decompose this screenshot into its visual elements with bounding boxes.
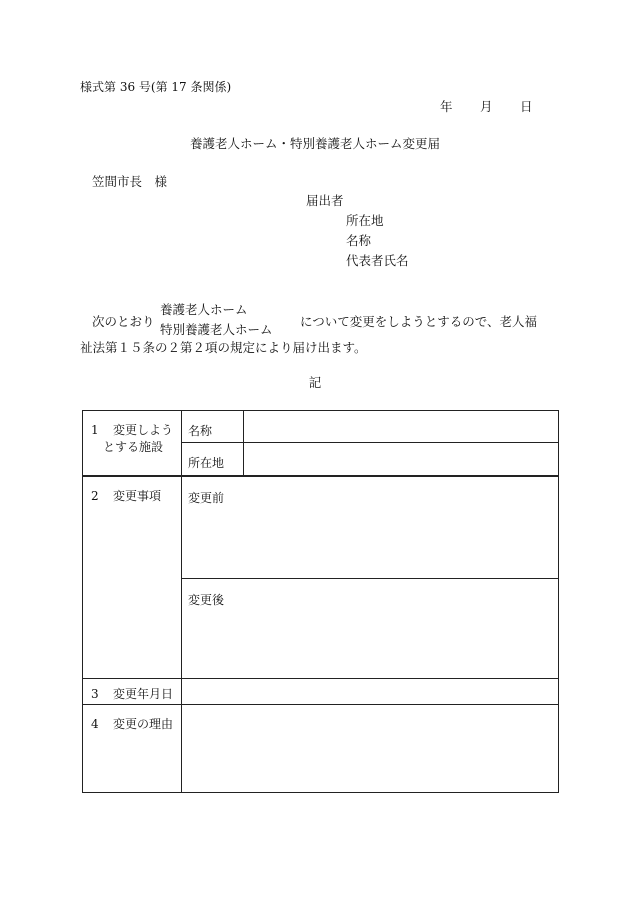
change-form-table [82,410,559,793]
change-reason-value[interactable] [182,705,559,793]
row-number: 1 [91,423,99,437]
applicant-name-label: 名称 [346,233,372,248]
applicant-heading: 届出者 [306,193,344,208]
change-date-label: 変更年月日 [113,687,174,701]
applicant-block [306,191,409,271]
body-line2: 祉法第１５条の２第２項の規定により届け出ます。 [80,340,367,355]
facility-address-value[interactable] [244,443,559,476]
change-date-value[interactable] [182,679,559,705]
facility-option-special-nursing-home: 特別養護老人ホーム [160,322,273,337]
facility-label-line1: 変更しよう [113,423,174,437]
row-number: 4 [91,717,99,731]
change-items-label: 変更事項 [113,488,162,503]
date-year-label: 年 [440,99,453,114]
change-items-label-cell [83,476,182,679]
change-reason-label-cell [83,705,182,793]
facility-label-line2: とする施設 [103,440,164,454]
date-day-label: 日 [520,99,533,114]
change-after-cell[interactable] [182,579,559,679]
change-before-cell[interactable] [182,476,559,579]
change-reason-label: 変更の理由 [113,717,174,731]
addressee: 笠間市長 様 [92,174,168,189]
date-month-label: 月 [480,99,493,114]
form-number: 様式第 36 号(第 17 条関係) [80,80,232,94]
body-line1-suffix: について変更をしようとするので、老人福 [300,314,538,329]
change-after-label: 変更後 [188,593,225,607]
change-date-label-cell [83,679,182,705]
change-before-label: 変更前 [188,490,225,505]
facility-option-nursing-home: 養護老人ホーム [160,302,248,317]
row-number: 3 [91,687,99,701]
body-prefix: 次のとおり [92,314,155,329]
document-title: 養護老人ホーム・特別養護老人ホーム変更届 [189,136,440,151]
record-mark: 記 [308,375,322,390]
facility-address-label: 所在地 [182,443,244,476]
facility-name-value[interactable] [244,411,559,443]
row-number: 2 [91,488,99,503]
applicant-representative-label: 代表者氏名 [346,253,409,268]
facility-name-label: 名称 [182,411,244,443]
applicant-address-label: 所在地 [346,213,384,228]
facility-label-cell [83,411,182,476]
facility-type-choices [160,300,273,340]
date-line [440,99,533,114]
